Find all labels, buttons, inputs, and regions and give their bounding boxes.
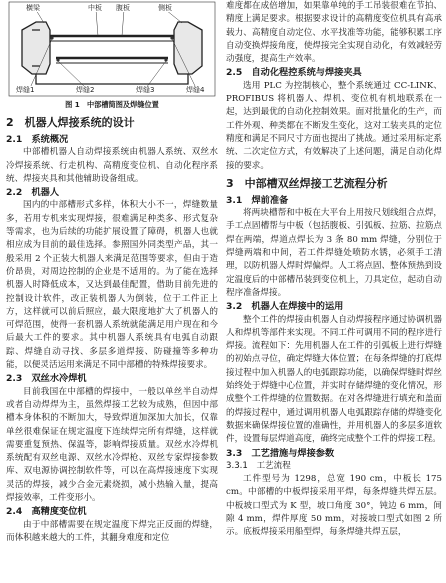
section-3-3-heading: 3.3 工艺措施与焊接参数 [226, 447, 335, 459]
label-weld-4: 焊缝4 [186, 86, 205, 94]
section-3-2-body: 整个工件的焊接由机器人自动焊接程序通过协调机器人和焊机等部件来实现。不同工件可调用不同的程序进行焊接。流程如下：先用机器人在工件的引弧板上进行焊缝的初始点寻位，确定焊缝大体位置；在每条焊缝的打底焊接过程中加入机器人的电弧跟踪功能，以确保焊缝时焊丝始终处于焊缝中心位置，并实时存储焊缝的变化情况，形成整个工件焊缝的位置数据。在对各焊缝进行填充和盖面的焊接过程中，通过调用机器人电弧跟踪存储的焊缝变化数据来确保焊接位置的准确性，并用机器人的多层多道软件，设置每层焊道高度，确终完成整个工件的焊接工程。 [226, 314, 442, 445]
label-beam: 横梁 [26, 4, 40, 12]
section-2-5-heading: 2.5 自动化程控系统与焊接夹具 [226, 67, 362, 79]
label-weld-1: 焊缝1 [16, 86, 35, 94]
section-3-3-1-heading: 3.3.1 工艺流程 [226, 460, 291, 471]
section-3-3-1-body: 工件型号为 1298，总宽 190 cm，中板长 175 cm。中部槽的中板焊接采用平焊，每条焊缝共焊五层。中板坡口型式为 K 型，坡口角度 30°，钝边 6 mm，间隙 4 mm，焊件厚度 50 mm，对接坡口型式如图 2 所示。底板焊接采用船型焊，每条焊缝共焊五层， [226, 474, 442, 538]
section-2-4-heading: 2.4 高精度变位机 [6, 506, 87, 518]
figure-caption: 图 1 中部槽简图及焊缝位置 [65, 100, 159, 109]
figure-1 [6, 0, 218, 98]
section-2-heading: 2 机器人焊接系统的设计 [6, 116, 135, 129]
label-web-plate: 腹板 [116, 4, 130, 12]
section-3-1-heading: 3.1 焊前准备 [226, 194, 289, 206]
section-2-3-body: 目前我国在中部槽的焊接中，一般以单丝半自动焊或者自动焊焊为主，虽然焊接工艺较为成熟，但因中部槽本身体积的不断加大，导致焊道加深加大加长，仅靠单丝很难保证在规定温度下连续焊完所有焊缝，这样就需要重复预热、保温等，影响焊接质量。双丝水冷焊机系统配有双丝电源、双丝水冷焊枪、双丝专家焊接参数库、双电源协调控制软件等，可以在高焊接速度下实现灵活的焊接，减少合金元素烧损，减小热输入量，提高焊接效率，工件变形小。 [6, 386, 218, 504]
section-3-1-body: 将两块槽帮和中板在大平台上用按尺划线组合点焊，手工点固槽帮与中板（包括腹板、引弧板、拉筋、拉筋点焊在两端，焊道点焊长为 3 条 80 mm 焊缝，分别位于焊缝两端和中间，若工件焊缝处喷防水锈，必须手工清理，以防机器人焊时焊偏焊。人工将点固、整体预热到设定温度后的中部槽吊装到变位机上，刀具定位，起动自动程序准备焊接。 [226, 208, 442, 298]
label-weld-3: 焊缝3 [136, 86, 155, 94]
section-2-2-heading: 2.2 机器人 [6, 187, 60, 199]
right-column [226, 0, 442, 540]
continued-paragraph: 难度都在成倍增加，如果靠单纯的手工吊装很难在节拍、精度上满足要求。根据要求设计的高精度变位机具有高承载力、高精度自动定位、水平找准等功能，能够积累工序自动变换焊接角度，使焊接完全实现自动化，有效减轻劳动强度，提高生产效率。 [226, 1, 442, 65]
label-middle-plate: 中板 [88, 4, 102, 12]
label-weld-2: 焊缝2 [76, 86, 95, 94]
label-side-plate: 侧板 [158, 4, 172, 12]
section-3-2-heading: 3.2 机器人在焊接中的运用 [226, 301, 344, 313]
trough-cross-section-diagram [6, 0, 218, 98]
section-2-5-body: 选用 PLC 为控制核心，整个系统通过 CC-LINK、PROFIBUS 将机器人、焊机、变位机有机地联系在一起，达到最优的自动化控制效果。面对批量化的生产，而工件外观、种类都在不断发生变化，这对工装夹具的定位精度和满足不同尺寸方面也提出了挑战。通过采用标定系统、二次定位方式，有效解决了上述问题，满足自动化焊接的要求。 [226, 80, 442, 171]
section-2-3-heading: 2.3 双丝水冷焊机 [6, 373, 87, 385]
section-3-heading: 3 中部槽双丝焊接工艺流程分析 [226, 176, 388, 190]
section-2-4-body: 由于中部槽需要在规定温度下焊完正反面的焊缝，而体积越来越大的工件，其翻身难度和定位 [6, 519, 218, 543]
section-2-1-body: 中部槽机器人自动焊接系统由机器人系统、双丝水冷焊接系统、行走机构、高精度变位机、自动化程序系统、焊接夹具和其他辅助设备组成。 [6, 147, 218, 184]
section-2-1-heading: 2.1 系统概况 [6, 134, 69, 145]
section-2-2-body: 国内的中部槽形式多样，体积大小不一，焊缝数量多，若用专机来实现焊接，很难满足种类多、形式复杂等需求，也为后续的功能扩展设置了障碍，机器人也就相应成为目前的最佳选择。参照国外同类型产品，其一般采用 2 个正装大机器人来满足范围等要求，但由于造价昂贵，对周边控制的企业是不适用的。为了能在选择机器人时降低成本，又达到最佳配置，借助目前先进的控制设计软件，改正装机器人为倒装，位于工件正上方，这样就可以前后照应，最大限度地扩大了机器人的可焊范围，使得一套机器人系统就能满足用户现在和今后最大工件的要求。其中机器人系统具有电弧自动跟踪、焊缝自动寻找、多层多道焊接、防碰撞等多种功能，以便灵活运用来满足不同中部槽的特殊焊接要求。 [6, 200, 218, 371]
left-column [6, 0, 218, 545]
